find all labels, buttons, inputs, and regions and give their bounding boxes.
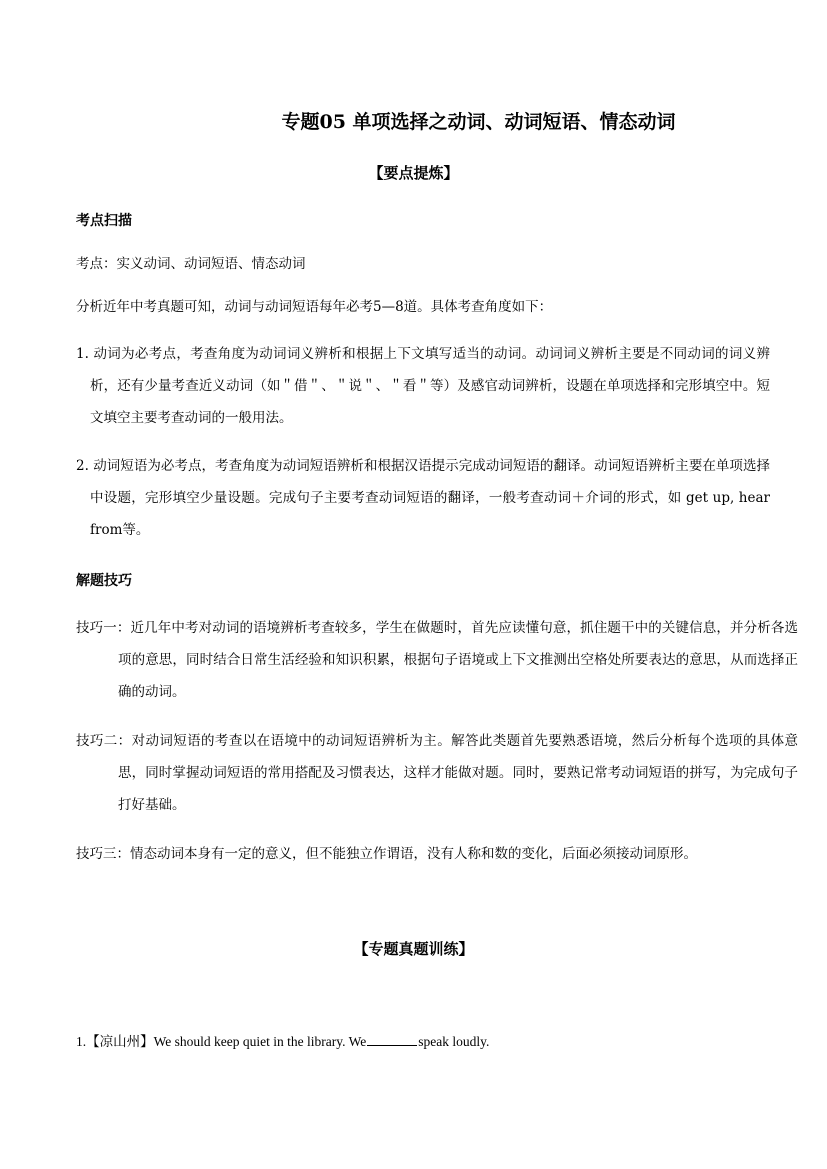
scan-item-2: 2. 动词短语为必考点，考查角度为动词短语辨析和根据汉语提示完成动词短语的翻译。动词短语辨析主要在单项选择中设题，完形填空少量设题。完成句子主要考查动词短语的翻译，一般考查动词＋介词的形式，如 get up, hear from等。 xyxy=(76,458,770,538)
section-heading-key-points: 【要点提炼】 xyxy=(368,164,459,182)
scan-heading: 考点扫描 xyxy=(76,213,132,229)
page-title: 专题05 单项选择之动词、动词短语、情态动词 xyxy=(281,111,676,133)
tips-heading: 解题技巧 xyxy=(76,573,132,589)
question-1-suffix: speak loudly. xyxy=(418,1034,490,1049)
section-heading-training: 【专题真题训练】 xyxy=(353,940,474,958)
tip-1: 技巧一：近几年中考对动词的语境辨析考查较多，学生在做题时，首先应读懂句意，抓住题干中的关键信息，并分析各选项的意思，同时结合日常生活经验和知识积累，根据句子语境或上下文推测出空格处所要表达的意思，从而选择正确的动词。 xyxy=(76,620,798,700)
answer-blank xyxy=(367,1045,417,1046)
scan-line-2: 分析近年中考真题可知，动词与动词短语每年必考5—8道。具体考查角度如下： xyxy=(76,299,553,315)
question-1 xyxy=(76,1032,489,1052)
scan-line-1: 考点：实义动词、动词短语、情态动词 xyxy=(76,256,306,272)
tip-3: 技巧三：情态动词本身有一定的意义，但不能独立作谓语，没有人称和数的变化，后面必须接动词原形。 xyxy=(76,846,697,862)
tip-2: 技巧二：对动词短语的考查以在语境中的动词短语辨析为主。解答此类题首先要熟悉语境，然后分析每个选项的具体意思，同时掌握动词短语的常用搭配及习惯表达，这样才能做对题。同时，要熟记常考动词短语的拼写，为完成句子打好基础。 xyxy=(76,733,798,813)
question-1-prefix: 1.【凉山州】We should keep quiet in the library. We xyxy=(76,1034,367,1049)
scan-item-1: 1. 动词为必考点，考查角度为动词词义辨析和根据上下文填写适当的动词。动词词义辨析主要是不同动词的词义辨析，还有少量考查近义动词（如＂借＂、＂说＂、＂看＂等）及感官动词辨析，设题在单项选择和完形填空中。短文填空主要考查动词的一般用法。 xyxy=(76,346,770,426)
